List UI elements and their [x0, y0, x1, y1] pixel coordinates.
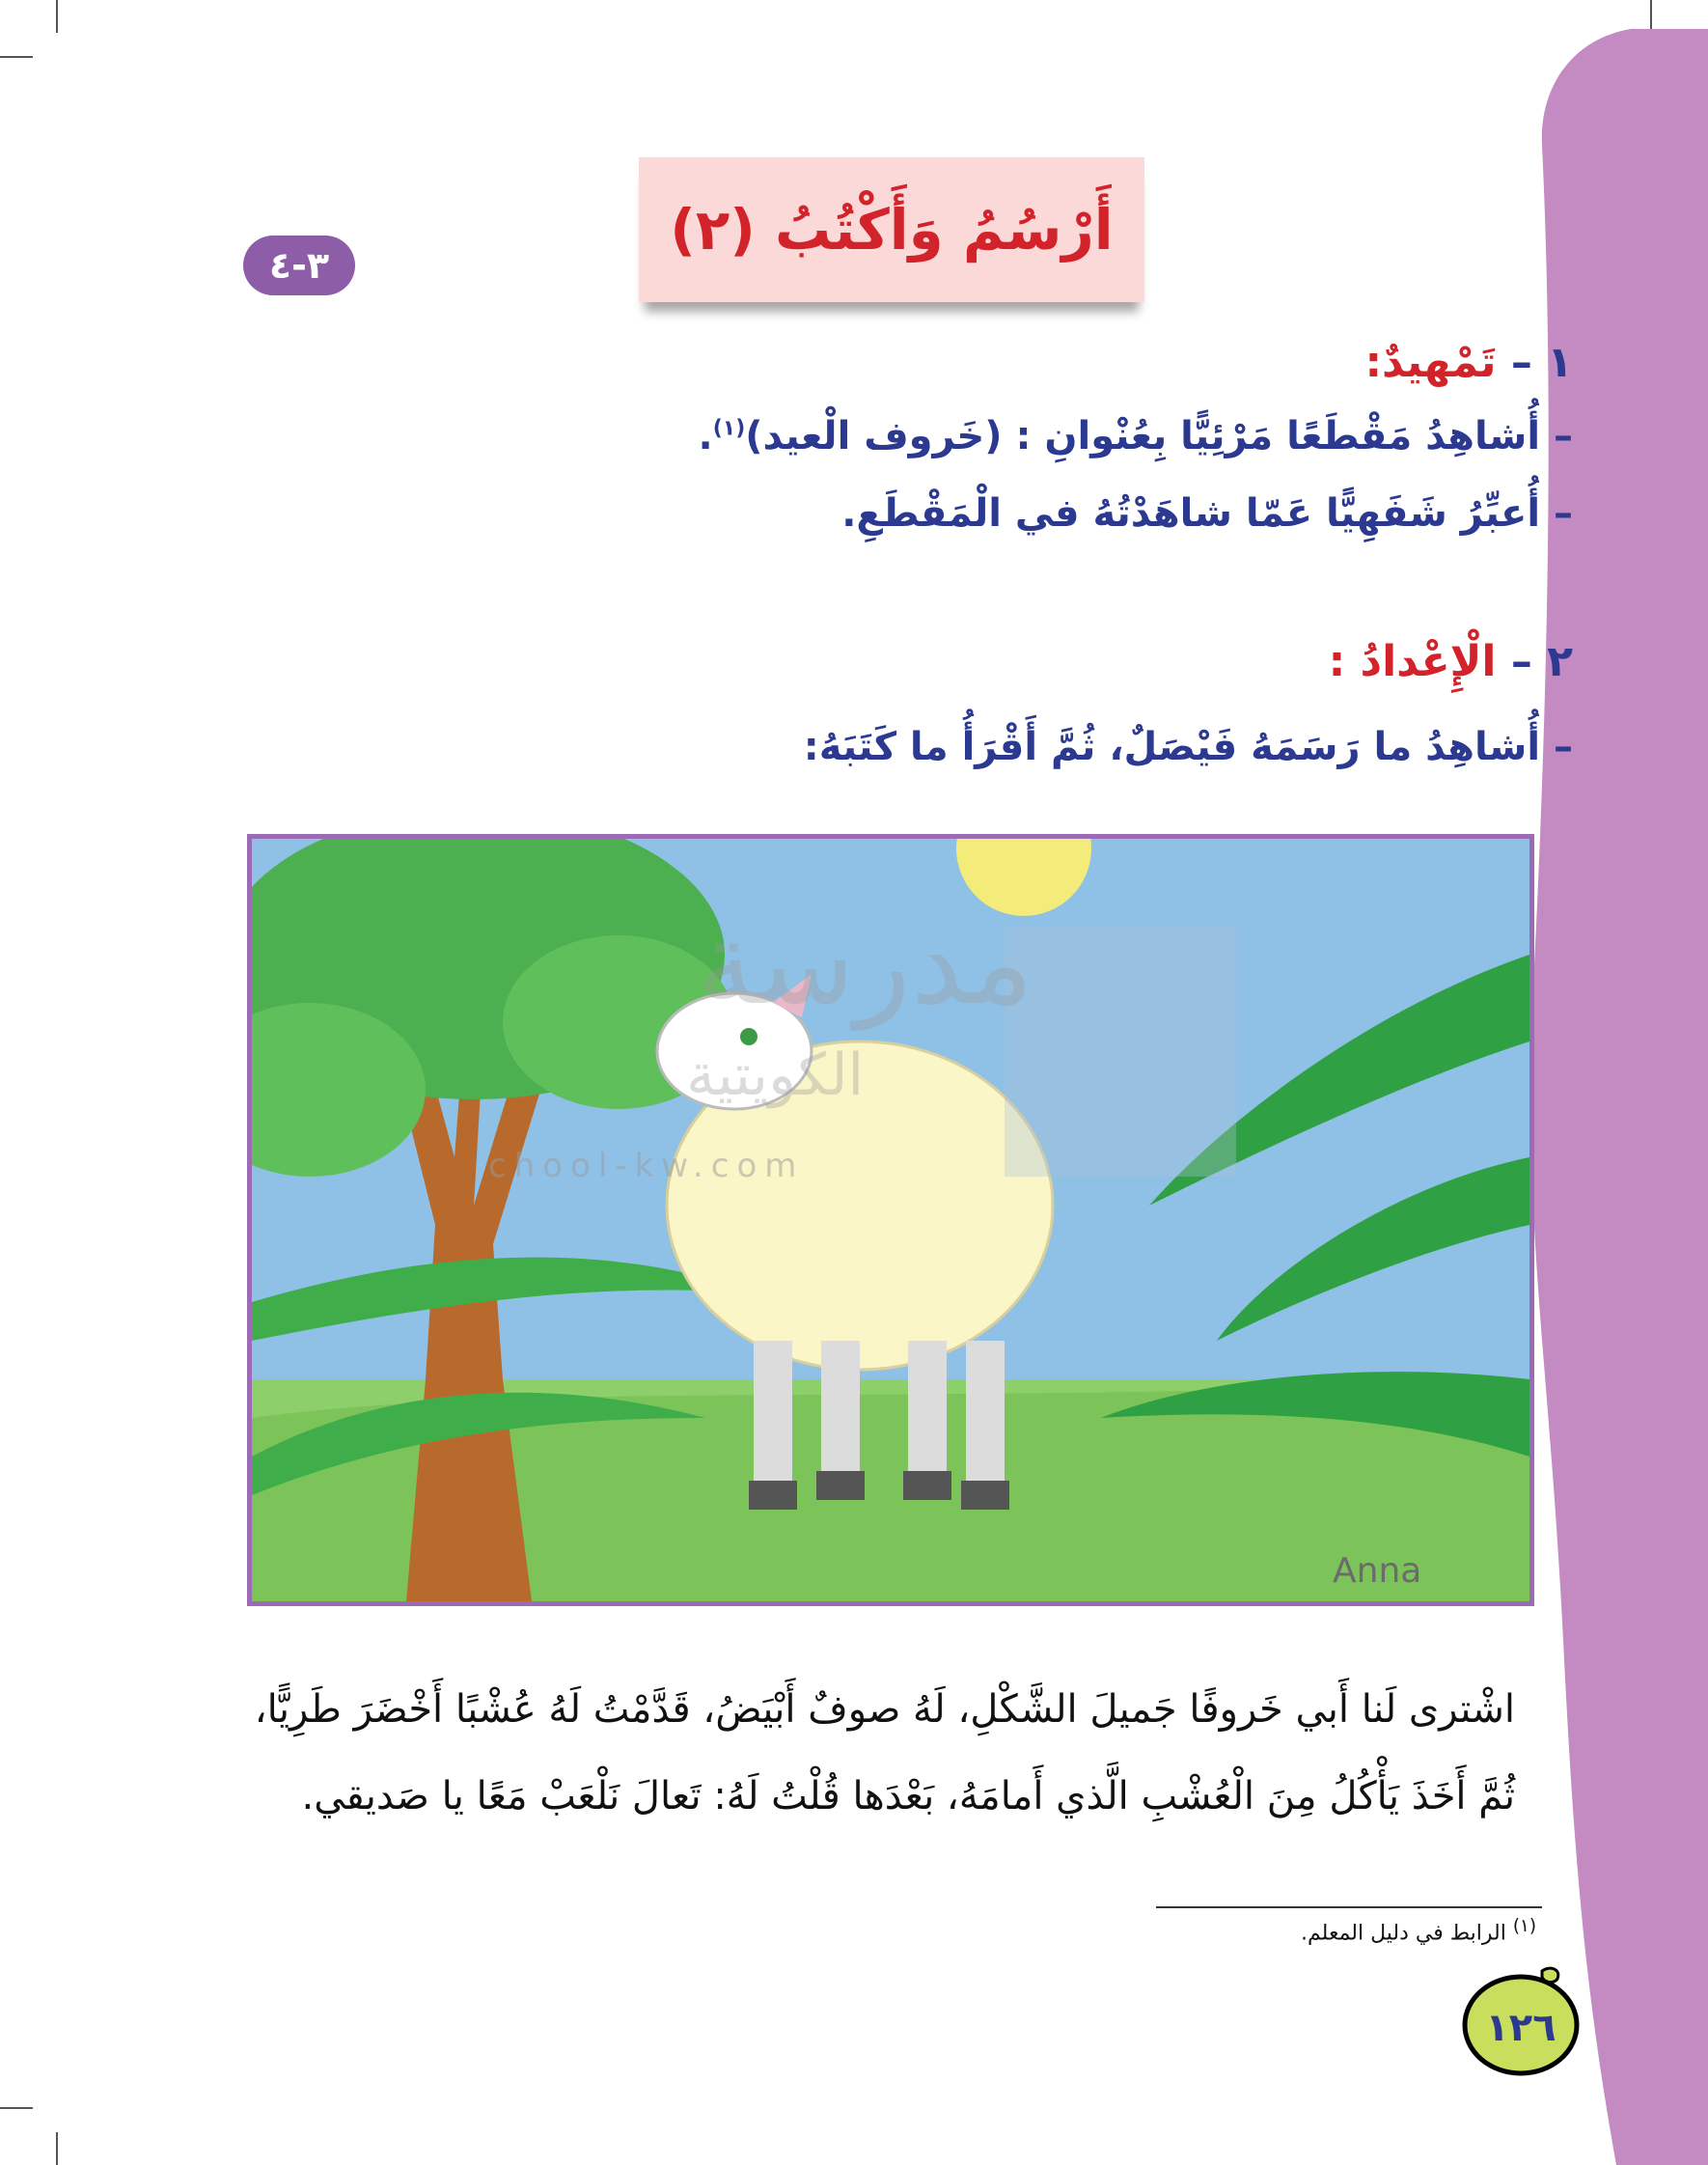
crop-mark [56, 2132, 58, 2165]
section-preparation [232, 637, 1573, 769]
lesson-badge [243, 236, 355, 295]
sheep-drawing [247, 834, 1534, 1606]
section-title: الْإِعْدادُ : [1328, 637, 1497, 686]
watermark-text: الكويتية [686, 1041, 865, 1109]
footnote-text: الرابط في دليل المعلم. [1301, 1921, 1506, 1946]
drawing-signature: Anna [1333, 1551, 1422, 1591]
watermark-text: مدرسة [696, 897, 1034, 1031]
page-number: ١٢٦ [1485, 2006, 1556, 2050]
story-line: اشْترى لَنا أَبي خَروفًا جَميلَ الشَّكْلِ، لَهُ صوفٌ أَبْيَضُ، قَدَّمْتُ لَهُ عُشْبًا أَخْضَرَ طَرِيًّا، [254, 1687, 1515, 1732]
footnote-marker: (١) [712, 416, 746, 441]
watermark-text: chool-kw.com [488, 1147, 805, 1185]
list-item: – أُعبِّرُ شَفَهِيًّا عَمّا شاهَدْتُهُ في الْمَقْطَعِ. [841, 491, 1573, 536]
crop-mark [0, 2107, 33, 2109]
footnote-divider [1156, 1906, 1542, 1908]
drawing-canvas [252, 839, 1529, 1601]
item-end: . [698, 414, 713, 458]
item-text: أُعبِّرُ شَفَهِيًّا عَمّا شاهَدْتُهُ في الْمَقْطَعِ. [841, 491, 1541, 536]
section-intro [232, 338, 1573, 536]
watermark-logo [1005, 926, 1236, 1177]
crop-mark [0, 56, 33, 58]
footnote [1301, 1916, 1536, 1945]
footnote-marker: (١) [1512, 1916, 1536, 1936]
item-text: أُشاهِدُ ما رَسَمَهُ فَيْصَلٌ، ثُمَّ أَقْرَأُ ما كَتَبَهُ: [803, 725, 1541, 769]
section-number: ١ – [1510, 338, 1573, 387]
section-title: تَمْهيدٌ: [1364, 338, 1497, 387]
lesson-badge-label: ٣-٤ [268, 244, 330, 287]
section-heading [232, 637, 1573, 686]
list-item: – أُشاهِدُ مَقْطَعًا مَرْئِيًّا بِعُنْوانِ : (خَروف الْعيد)$^{(١)}$. [698, 414, 1573, 458]
section-heading [232, 338, 1573, 387]
side-band [1512, 0, 1708, 2165]
crop-mark [56, 0, 58, 33]
page-title: أَرْسُمُ وَأَكْتُبُ (٢) [670, 197, 1114, 263]
section-number: ٢ – [1510, 637, 1573, 686]
list-item: – أُشاهِدُ ما رَسَمَهُ فَيْصَلٌ، ثُمَّ أَقْرَأُ ما كَتَبَهُ: [803, 725, 1573, 769]
story-line: ثُمَّ أَخَذَ يَأْكُلُ مِنَ الْعُشْبِ الَّذي أَمامَهُ، بَعْدَها قُلْتُ لَهُ: تَعالَ نَلْعَبْ مَعًا يا صَديقي. [301, 1774, 1515, 1818]
item-text: أُشاهِدُ مَقْطَعًا مَرْئِيًّا بِعُنْوانِ : (خَروف الْعيد) [745, 414, 1541, 458]
title-box [639, 157, 1144, 302]
story-paragraph [241, 1666, 1515, 1840]
page-number-badge [1461, 1965, 1581, 2077]
